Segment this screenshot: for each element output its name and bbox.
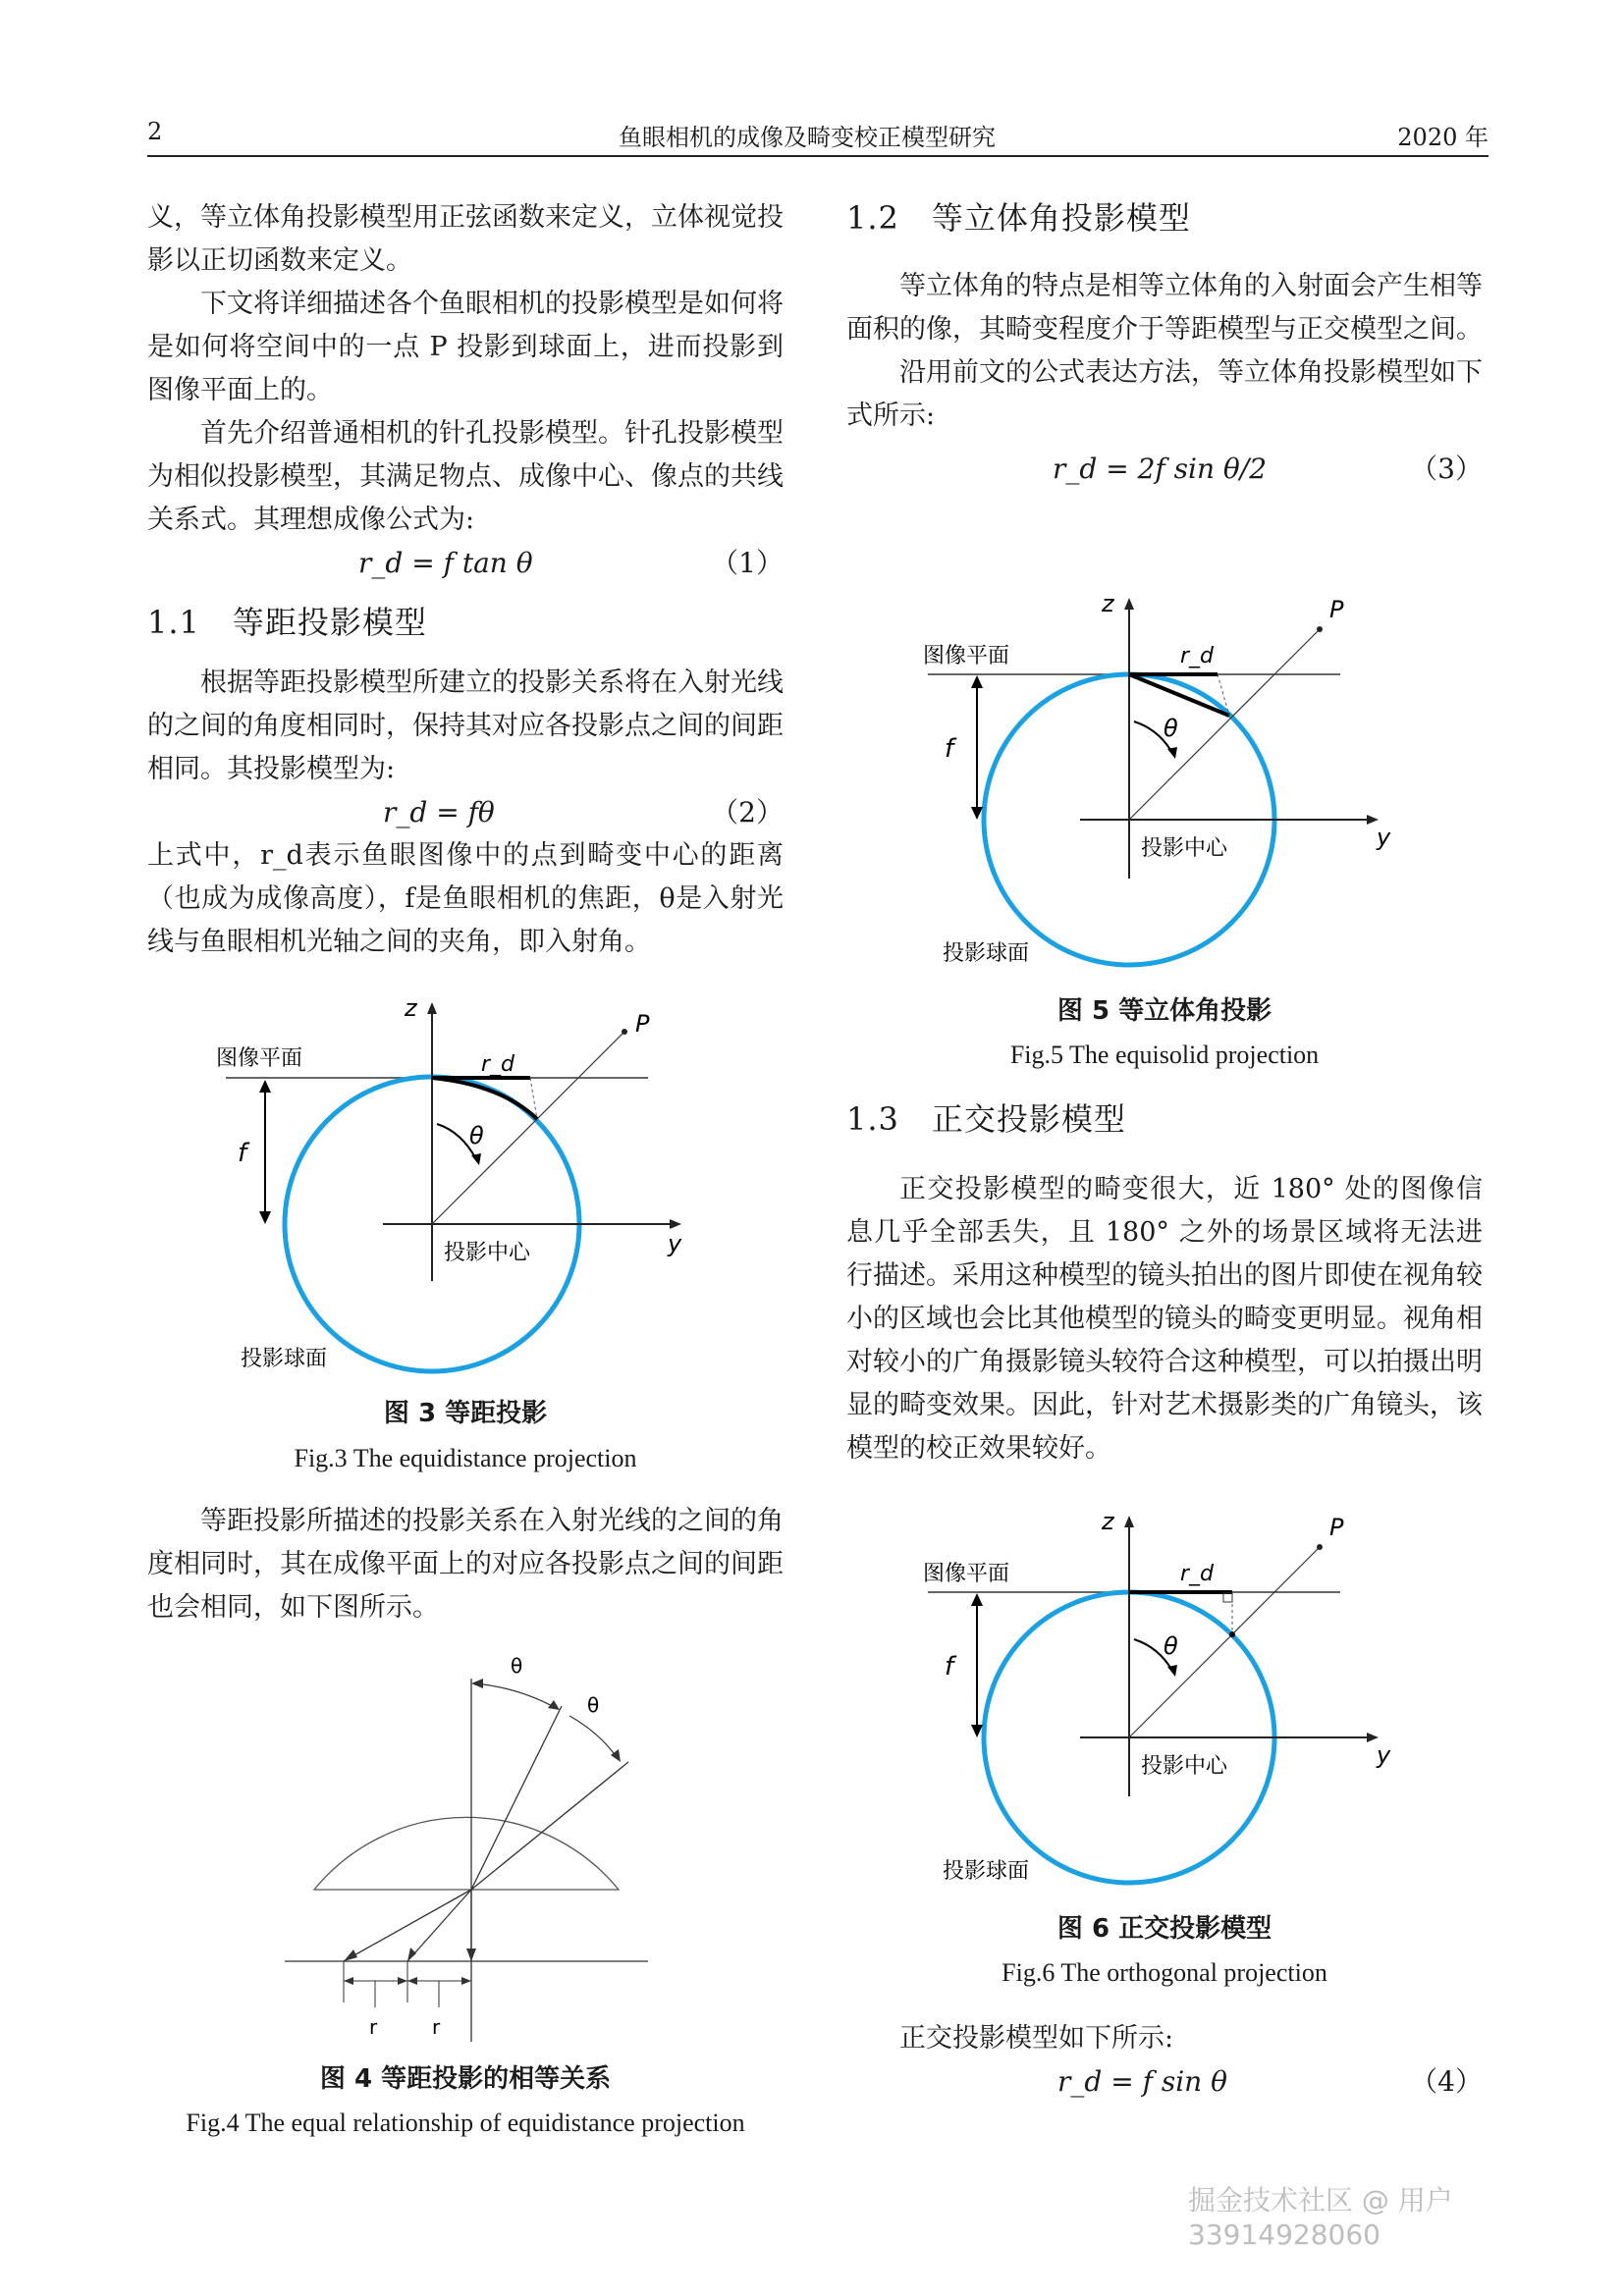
label-p: P <box>1329 1514 1344 1541</box>
label-theta-1: θ <box>511 1654 523 1678</box>
label-image-plane: 图像平面 <box>923 644 1010 668</box>
paragraph: 等立体角的特点是相等立体角的入射面会产生相等面积的像，其畸变程度介于等距模型与正交模型之间。 <box>846 271 1483 345</box>
incident-ray <box>432 1032 624 1224</box>
equation-formula: r_d = 2f sin θ/2 <box>1053 453 1268 485</box>
hemisphere <box>314 1817 619 1890</box>
paragraph: 正交投影模型的畸变很大，近 180° 处的图像信息几乎全部丢失，且 180° 之外的场景区域将无法进行描述。采用这种模型的镜头拍出的图片即使在视角较小的区域也会比其他模型的镜头的畸变更明显。视角相对较小的广角摄影镜头较符合这种模型，可以拍摄出明显的畸变效果。因此，针对艺术摄影类的广角镜头，该模型的校正效果较好。 <box>846 1174 1483 1464</box>
z-arrow-icon <box>427 1002 437 1014</box>
label-image-plane: 图像平面 <box>216 1046 303 1071</box>
left-column-lower <box>147 1500 784 1629</box>
paragraph: 义，等立体角投影模型用正弦函数来定义，立体视觉投影以正切函数来定义。 <box>147 202 784 276</box>
label-image-plane: 图像平面 <box>923 1562 1010 1586</box>
label-center: 投影中心 <box>444 1241 531 1265</box>
figure-6-diagram <box>923 1502 1434 1904</box>
figure-6-caption-cn: 图 6 正交投影模型 <box>1056 1914 1272 1944</box>
label-theta: θ <box>1164 715 1178 742</box>
right-column-mid <box>846 1097 1483 1470</box>
label-z: z <box>405 994 417 1022</box>
figure-3-diagram <box>216 987 727 1399</box>
equation-number: （2） <box>711 796 784 828</box>
equation-4 <box>846 2060 1483 2104</box>
figure-6-caption-en: Fig.6 The orthogonal projection <box>1001 1958 1327 1987</box>
point-p <box>622 1029 627 1035</box>
running-title: 鱼眼相机的成像及畸变校正模型研究 <box>619 124 996 151</box>
label-f: f <box>945 734 954 764</box>
y-arrow-icon <box>670 1219 681 1229</box>
section-heading: 1.3 正交投影模型 <box>846 1100 1126 1138</box>
equation-1 <box>147 542 784 585</box>
paragraph: 根据等距投影模型所建立的投影关系将在入射光线的之间的角度相同时，保持其对应各投影点之间的间距相同。其投影模型为: <box>147 667 784 784</box>
ray-2 <box>471 1762 628 1890</box>
figure-5-caption-cn: 图 5 等立体角投影 <box>1056 996 1272 1026</box>
label-z: z <box>1102 1508 1114 1535</box>
label-rd: r_d <box>1180 644 1215 668</box>
paragraph: 上式中，r_d表示鱼眼图像中的点到畸变中心的距离（也成为成像高度），f是鱼眼相机的焦距，θ是入射光线与鱼眼相机光轴之间的夹角，即入射角。 <box>147 840 784 957</box>
ray-1 <box>471 1706 562 1890</box>
paragraph: 首先介绍普通相机的针孔投影模型。针孔投影模型为相似投影模型，其满足物点、成像中心、像点的共线关系式。其理想成像公式为: <box>147 418 784 535</box>
figure-4-diagram <box>285 1649 677 2042</box>
paragraph: 下文将详细描述各个鱼眼相机的投影模型是如何将是如何将空间中的一点 P 投影到球面上，进而投影到图像平面上的。 <box>147 289 784 405</box>
label-rd: r_d <box>481 1052 515 1077</box>
label-z: z <box>1102 590 1114 617</box>
paragraph: 沿用前文的公式表达方法，等立体角投影模型如下式所示: <box>846 357 1483 431</box>
label-sphere: 投影球面 <box>943 941 1030 966</box>
section-heading: 1.1 等距投影模型 <box>147 604 427 641</box>
label-center: 投影中心 <box>1141 836 1228 861</box>
label-sphere: 投影球面 <box>943 1859 1030 1884</box>
right-column <box>846 196 1483 505</box>
page-number: 2 <box>147 118 163 145</box>
equation-3 <box>846 448 1483 505</box>
figure-3-caption-cn: 图 3 等距投影 <box>383 1399 548 1428</box>
header-year: 2020 年 <box>1397 124 1489 151</box>
left-column <box>147 196 784 964</box>
label-rd: r_d <box>1180 1562 1215 1586</box>
label-sphere: 投影球面 <box>241 1347 328 1371</box>
label-r-1: r <box>369 2015 378 2039</box>
equation-number: （1） <box>711 547 784 579</box>
label-y: y <box>668 1230 682 1257</box>
page-header <box>147 116 1489 157</box>
label-theta-2: θ <box>587 1693 600 1717</box>
equation-number: （4） <box>1410 2065 1483 2098</box>
right-column-lower <box>846 2017 1483 2104</box>
equation-formula: r_d = fθ <box>383 796 495 828</box>
equation-2 <box>147 791 784 834</box>
paragraph: 等距投影所描述的投影关系在入射光线的之间的角度相同时，其在成像平面上的对应各投影点之间的间距也会相同，如下图所示。 <box>147 1506 784 1623</box>
label-theta: θ <box>469 1122 484 1149</box>
chord-segment <box>1129 674 1229 716</box>
section-heading: 1.2 等立体角投影模型 <box>846 199 1191 237</box>
equation-formula: r_d = f tan θ <box>358 547 533 579</box>
equation-number: （3） <box>1410 453 1483 485</box>
figure-4-caption-en: Fig.4 The equal relationship of equidistance projection <box>186 2109 745 2137</box>
label-y: y <box>1377 824 1391 851</box>
equation-formula: r_d = f sin θ <box>1057 2065 1227 2098</box>
figure-3-caption-en: Fig.3 The equidistance projection <box>294 1444 637 1472</box>
label-theta: θ <box>1164 1632 1178 1660</box>
label-p: P <box>635 1010 650 1038</box>
label-f: f <box>945 1652 954 1682</box>
watermark: 掘金技术社区 @ 用户33914928060 <box>1188 2184 1453 2251</box>
figure-4-caption-cn: 图 4 等距投影的相等关系 <box>319 2064 612 2094</box>
label-y: y <box>1377 1741 1391 1769</box>
label-f: f <box>238 1139 247 1168</box>
paragraph: 正交投影模型如下所示: <box>899 2023 1174 2054</box>
label-p: P <box>1329 596 1344 623</box>
figure-5-caption-en: Fig.5 The equisolid projection <box>1009 1041 1320 1069</box>
label-r-2: r <box>432 2015 441 2039</box>
label-center: 投影中心 <box>1141 1754 1228 1779</box>
figure-5-diagram <box>923 584 1434 987</box>
